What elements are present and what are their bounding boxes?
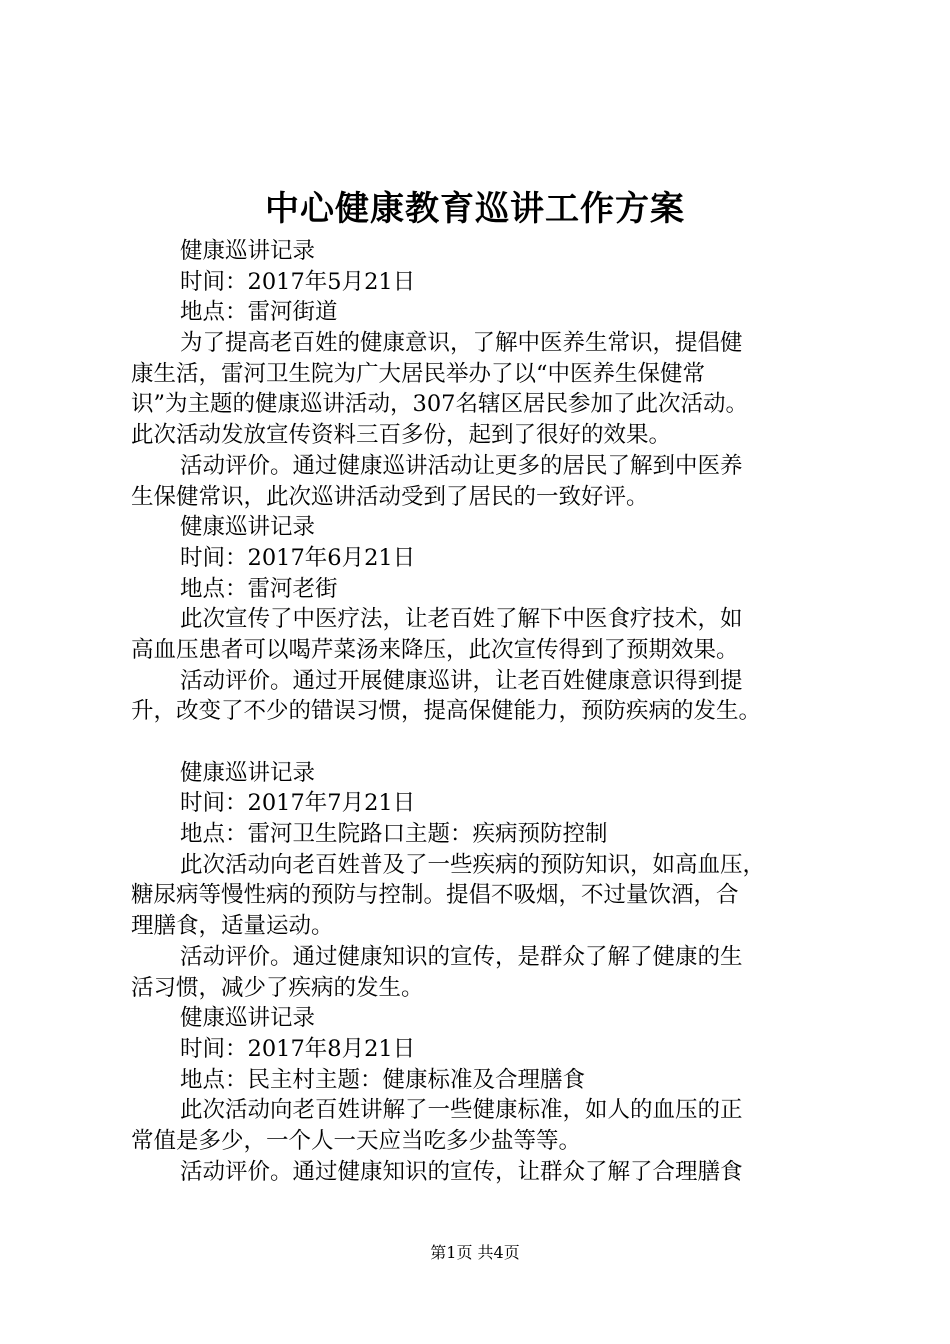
text-line: 理膳食，适量运动。 — [131, 913, 334, 940]
blank-line — [131, 727, 831, 758]
text-line: 活动评价。通过健康知识的宣传，让群众了解了合理膳食 — [180, 1158, 743, 1185]
document-body — [131, 236, 831, 1187]
text-line: 此次活动向老百姓讲解了一些健康标准，如人的血压的正 — [180, 1097, 743, 1124]
text-line: 此次活动向老百姓普及了一些疾病的预防知识，如高血压， — [180, 851, 766, 878]
text-line: 康生活，雷河卫生院为广大居民举办了以“中医养生保健常 — [131, 360, 706, 387]
page-footer: 第1页 共4页 — [430, 1243, 520, 1262]
text-line: 地点：雷河街道 — [180, 299, 338, 326]
text-line: 健康巡讲记录 — [180, 238, 316, 264]
text-line: 高血压患者可以喝芹菜汤来降压，此次宣传得到了预期效果。 — [131, 636, 739, 663]
text-line: 此次活动发放宣传资料三百多份，起到了很好的效果。 — [131, 422, 672, 449]
text-line: 时间：2017年6月21日 — [180, 544, 416, 571]
page-title: 中心健康教育巡讲工作方案 — [265, 189, 685, 229]
text-line: 糖尿病等慢性病的预防与控制。提倡不吸烟，不过量饮酒，合 — [131, 882, 739, 909]
text-line: 此次宣传了中医疗法，让老百姓了解下中医食疗技术，如 — [180, 606, 743, 633]
text-line: 为了提高老百姓的健康意识，了解中医养生常识，提倡健 — [180, 330, 743, 357]
text-line: 活动评价。通过健康知识的宣传，是群众了解了健康的生 — [180, 943, 743, 970]
text-line: 常值是多少，一个人一天应当吃多少盐等等。 — [131, 1127, 582, 1154]
text-line: 升，改变了不少的错误习惯，提高保健能力，预防疾病的发生。 — [131, 698, 762, 725]
text-line: 活动评价。通过开展健康巡讲，让老百姓健康意识得到提 — [180, 667, 743, 694]
text-line: 生保健常识，此次巡讲活动受到了居民的一致好评。 — [131, 483, 649, 510]
text-line: 识”为主题的健康巡讲活动，307名辖区居民参加了此次活动。 — [131, 391, 748, 418]
text-line: 地点：民主村主题：健康标准及合理膳食 — [180, 1066, 586, 1093]
text-line: 地点：雷河卫生院路口主题：疾病预防控制 — [180, 821, 608, 848]
text-line: 时间：2017年7月21日 — [180, 790, 416, 817]
text-line: 健康巡讲记录 — [180, 759, 316, 786]
text-line: 健康巡讲记录 — [180, 514, 316, 541]
text-line: 活习惯，减少了疾病的发生。 — [131, 974, 424, 1001]
text-line: 地点：雷河老街 — [180, 575, 338, 602]
text-line: 时间：2017年5月21日 — [180, 268, 416, 295]
text-line: 活动评价。通过健康巡讲活动让更多的居民了解到中医养 — [180, 452, 743, 479]
text-line: 健康巡讲记录 — [180, 1005, 316, 1032]
text-line: 时间：2017年8月21日 — [180, 1035, 416, 1062]
